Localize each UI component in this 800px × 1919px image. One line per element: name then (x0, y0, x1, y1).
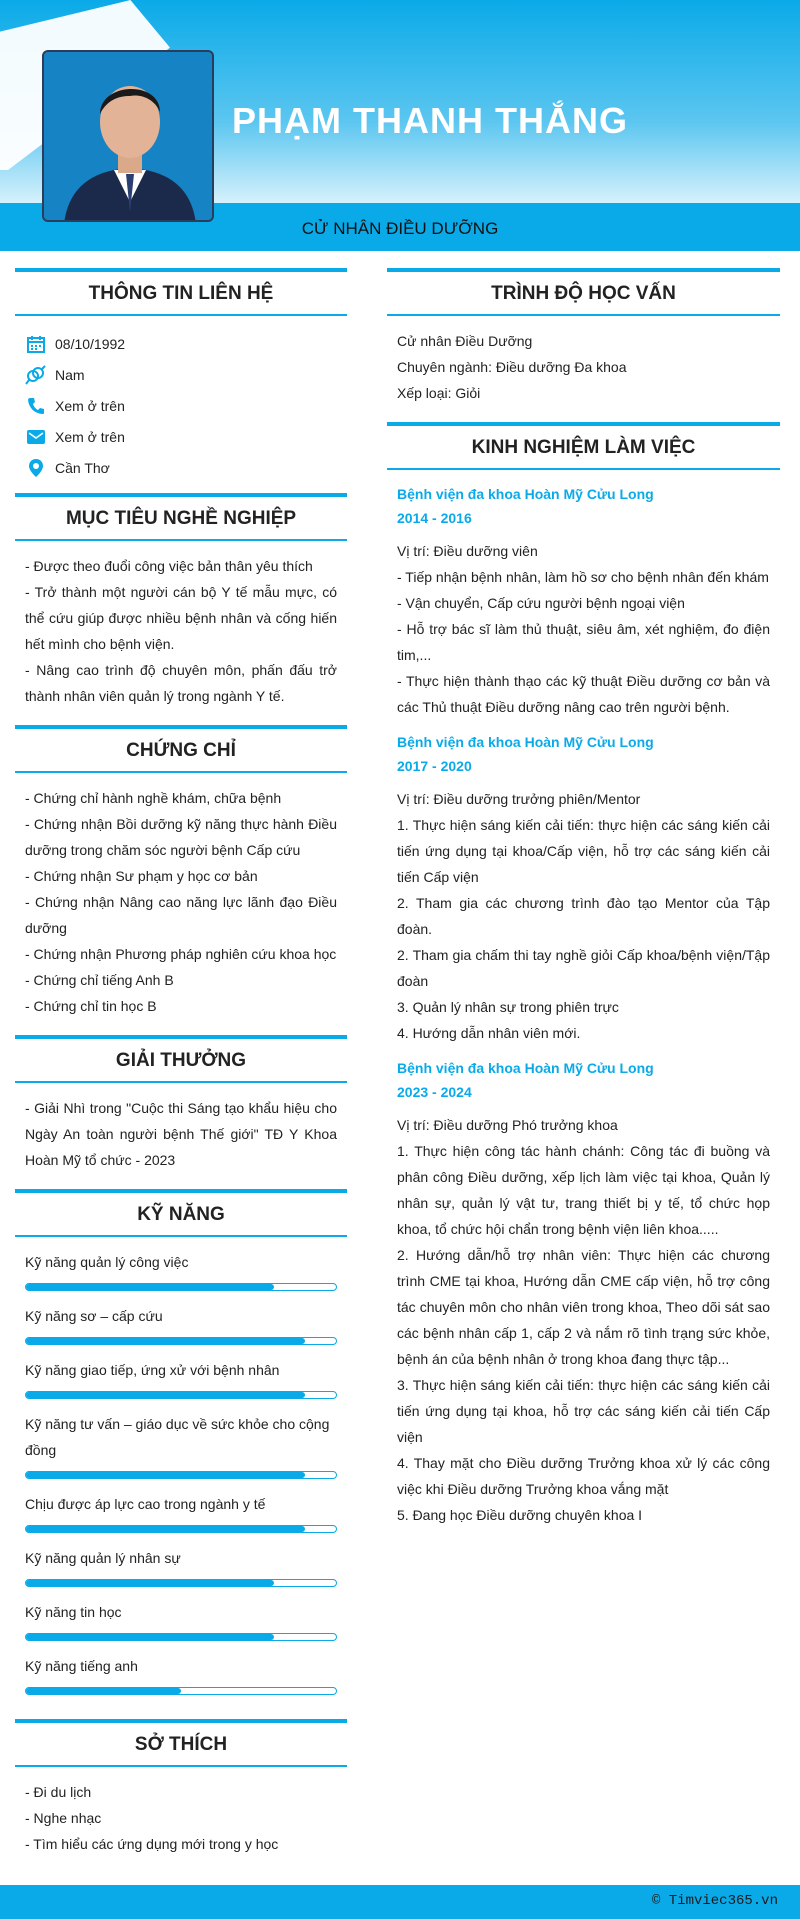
skill-item (15, 1653, 347, 1695)
skills-section-title: KỸ NĂNG (15, 1189, 347, 1237)
certificate-item: - Chứng chỉ tiếng Anh B (25, 972, 174, 988)
job-company: Bệnh viện đa khoa Hoàn Mỹ Cửu Long (397, 486, 654, 502)
job-title: CỬ NHÂN ĐIỀU DƯỠNG (301, 219, 499, 238)
education-list (387, 328, 780, 406)
education-line: Cử nhân Điều Dưỡng (397, 333, 533, 349)
job-duty: 2. Tham gia chấm thi tay nghề giỏi Cấp khoa/bệnh viện/Tập đoàn (397, 947, 770, 989)
skill-bar-fill (26, 1634, 274, 1640)
candidate-name: PHẠM THANH THẮNG (232, 100, 628, 141)
objective-line: - Nâng cao trình độ chuyên môn, phấn đấu trở thành nhân viên quản lý trong ngành Y tế. (25, 662, 337, 704)
contact-email (15, 421, 347, 452)
hobby-item: - Tìm hiểu các ứng dụng mới trong y học (25, 1836, 279, 1852)
skill-item (15, 1303, 347, 1345)
certificate-item: - Chứng nhận Phương pháp nghiên cứu khoa học (25, 946, 337, 962)
skill-bar (25, 1687, 337, 1695)
skill-item (15, 1491, 347, 1533)
skill-bar (25, 1391, 337, 1399)
skill-label: Kỹ năng giao tiếp, ứng xử với bệnh nhân (25, 1362, 280, 1378)
job-duty: 4. Hướng dẫn nhân viên mới. (397, 1025, 581, 1041)
skill-bar-fill (26, 1472, 305, 1478)
skill-item (15, 1545, 347, 1587)
phone-value: Xem ở trên (55, 397, 125, 414)
skill-label: Chịu được áp lực cao trong ngành y tế (25, 1496, 266, 1512)
skill-bar (25, 1471, 337, 1479)
contact-address (15, 452, 347, 483)
skill-label: Kỹ năng tiếng anh (25, 1658, 138, 1674)
job-duty: - Thực hiện thành thạo các kỹ thuật Điều dưỡng cơ bản và các Thủ thuật Điều dưỡng nâng cao trên người bệnh. (397, 673, 770, 715)
skill-bar-fill (26, 1392, 305, 1398)
certificates-section-title: CHỨNG CHỈ (15, 725, 347, 773)
skill-bar (25, 1579, 337, 1587)
certificate-item: - Chứng chỉ tin học B (25, 998, 157, 1014)
education-section-title: TRÌNH ĐỘ HỌC VẤN (387, 268, 780, 316)
gender-value: Nam (55, 366, 85, 383)
certificates-list (15, 785, 347, 1019)
experience-entry (387, 730, 780, 1046)
certificate-item: - Chứng nhận Sư phạm y học cơ bản (25, 868, 258, 884)
email-icon (25, 426, 47, 448)
experience-entry (387, 482, 780, 720)
footer (0, 1885, 800, 1919)
contact-gender (15, 359, 347, 390)
job-duty: 2. Hướng dẫn/hỗ trợ nhân viên: Thực hiện các chương trình CME tại khoa, Hướng dẫn CME cấp viện, hỗ trợ công tác chuyên môn cho nhân viên trong khoa, Theo dõi sát sao các bệnh nhân cấp 1, cấp 2 và nắm rõ tình trạng sức khỏe, bệnh án của bệnh nhân ở trong khoa đang thực tập... (397, 1247, 770, 1367)
email-value: Xem ở trên (55, 428, 125, 445)
job-duty: 5. Đang học Điều dưỡng chuyên khoa I (397, 1507, 643, 1523)
job-duty: - Hỗ trợ bác sĩ làm thủ thuật, siêu âm, xét nghiệm, đo điện tim,... (397, 621, 770, 663)
job-position: Vị trí: Điều dưỡng trưởng phiên/Mentor (397, 791, 641, 807)
job-position: Vị trí: Điều dưỡng Phó trưởng khoa (397, 1117, 618, 1133)
avatar (42, 50, 214, 222)
job-period: 2014 - 2016 (397, 510, 472, 526)
job-duty: 3. Quản lý nhân sự trong phiên trực (397, 999, 619, 1015)
experience-section-title: KINH NGHIỆM LÀM VIỆC (387, 422, 780, 470)
job-position: Vị trí: Điều dưỡng viên (397, 543, 538, 559)
skill-bar (25, 1525, 337, 1533)
birthday-value: 08/10/1992 (55, 335, 126, 352)
job-duty: 1. Thực hiện sáng kiến cải tiến: thực hiện các sáng kiến cải tiến ứng dụng tại khoa/Cấp viện, hỗ trợ các sáng kiến cải tiến Cấp viện (397, 817, 770, 885)
education-line: Xếp loại: Giỏi (397, 385, 481, 401)
job-period: 2017 - 2020 (397, 758, 472, 774)
contact-list (15, 328, 347, 483)
skill-bar-fill (26, 1580, 274, 1586)
job-company: Bệnh viện đa khoa Hoàn Mỹ Cửu Long (397, 1060, 654, 1076)
left-column (15, 268, 347, 1857)
job-duty: 1. Thực hiện công tác hành chánh: Công tác đi buồng và phân công Điều dưỡng, xếp lịch làm việc tại khoa, Quản lý nhân sự, quản lý vật tư, trang thiết bị y tế, tổ chức họp khoa, tổ chức hội chẩn trong bệnh viện liên khoa..... (397, 1143, 770, 1237)
objective-section-title: MỤC TIÊU NGHỀ NGHIỆP (15, 493, 347, 541)
award-item: - Giải Nhì trong "Cuộc thi Sáng tạo khẩu hiệu cho Ngày An toàn người bệnh Thế giới" TĐ Y Khoa Hoàn Mỹ tổ chức - 2023 (25, 1100, 337, 1168)
skill-label: Kỹ năng tư vấn – giáo dục về sức khỏe cho cộng đồng (25, 1416, 330, 1458)
skills-list (15, 1249, 347, 1695)
phone-icon (25, 395, 47, 417)
awards-section-title: GIẢI THƯỞNG (15, 1035, 347, 1083)
skill-label: Kỹ năng sơ – cấp cứu (25, 1308, 163, 1324)
address-value: Cần Thơ (55, 459, 110, 476)
skill-bar (25, 1633, 337, 1641)
job-duty: - Vận chuyển, Cấp cứu người bệnh ngoại viện (397, 595, 685, 611)
objective-list (15, 553, 347, 709)
skill-label: Kỹ năng quản lý nhân sự (25, 1550, 181, 1566)
job-duty: 3. Thực hiện sáng kiến cải tiến: thực hiện các sáng kiến cải tiến ứng dụng tại khoa, hỗ trợ các sáng kiến cải tiến Cấp viện (397, 1377, 770, 1445)
hobbies-section-title: SỞ THÍCH (15, 1719, 347, 1767)
skill-item (15, 1411, 347, 1479)
certificate-item: - Chứng nhận Nâng cao năng lực lãnh đạo Điều dưỡng (25, 894, 337, 936)
skill-bar-fill (26, 1338, 305, 1344)
skill-bar (25, 1283, 337, 1291)
gender-icon (25, 364, 47, 386)
objective-line: - Được theo đuổi công việc bản thân yêu thích (25, 558, 313, 574)
right-column (387, 268, 780, 1528)
job-duty: 2. Tham gia các chương trình đào tạo Mentor của Tập đoàn. (397, 895, 770, 937)
certificate-item: - Chứng chỉ hành nghề khám, chữa bệnh (25, 790, 282, 806)
skill-item (15, 1357, 347, 1399)
footer-copyright[interactable]: © Timviec365.vn (651, 1893, 778, 1909)
skill-label: Kỹ năng quản lý công việc (25, 1254, 189, 1270)
contact-section-title: THÔNG TIN LIÊN HỆ (15, 268, 347, 316)
job-company: Bệnh viện đa khoa Hoàn Mỹ Cửu Long (397, 734, 654, 750)
job-duty: - Tiếp nhận bệnh nhân, làm hồ sơ cho bệnh nhân đến khám (397, 569, 769, 585)
skill-bar-fill (26, 1526, 305, 1532)
education-line: Chuyên ngành: Điều dưỡng Đa khoa (397, 359, 627, 375)
job-duty: 4. Thay mặt cho Điều dưỡng Trưởng khoa xử lý các công việc khi Điều dưỡng Trưởng khoa vắng mặt (397, 1455, 770, 1497)
calendar-icon (25, 333, 47, 355)
skill-bar-fill (26, 1688, 181, 1694)
contact-birthday (15, 328, 347, 359)
skill-item (15, 1599, 347, 1641)
avatar-photo (44, 52, 214, 222)
contact-phone (15, 390, 347, 421)
skill-bar-fill (26, 1284, 274, 1290)
skill-item (15, 1249, 347, 1291)
hobby-item: - Đi du lịch (25, 1784, 92, 1800)
job-period: 2023 - 2024 (397, 1084, 472, 1100)
experience-entry (387, 1056, 780, 1528)
objective-line: - Trở thành một người cán bộ Y tế mẫu mực, có thể cứu giúp được nhiều bệnh nhân và cống hiến hết mình cho bệnh viện. (25, 584, 337, 652)
awards-list (15, 1095, 347, 1173)
hobby-item: - Nghe nhạc (25, 1810, 102, 1826)
location-icon (25, 457, 47, 479)
certificate-item: - Chứng nhận Bồi dưỡng kỹ năng thực hành Điều dưỡng trong chăm sóc người bệnh Cấp cứu (25, 816, 337, 858)
skill-label: Kỹ năng tin học (25, 1604, 122, 1620)
hobbies-list (15, 1779, 347, 1857)
skill-bar (25, 1337, 337, 1345)
